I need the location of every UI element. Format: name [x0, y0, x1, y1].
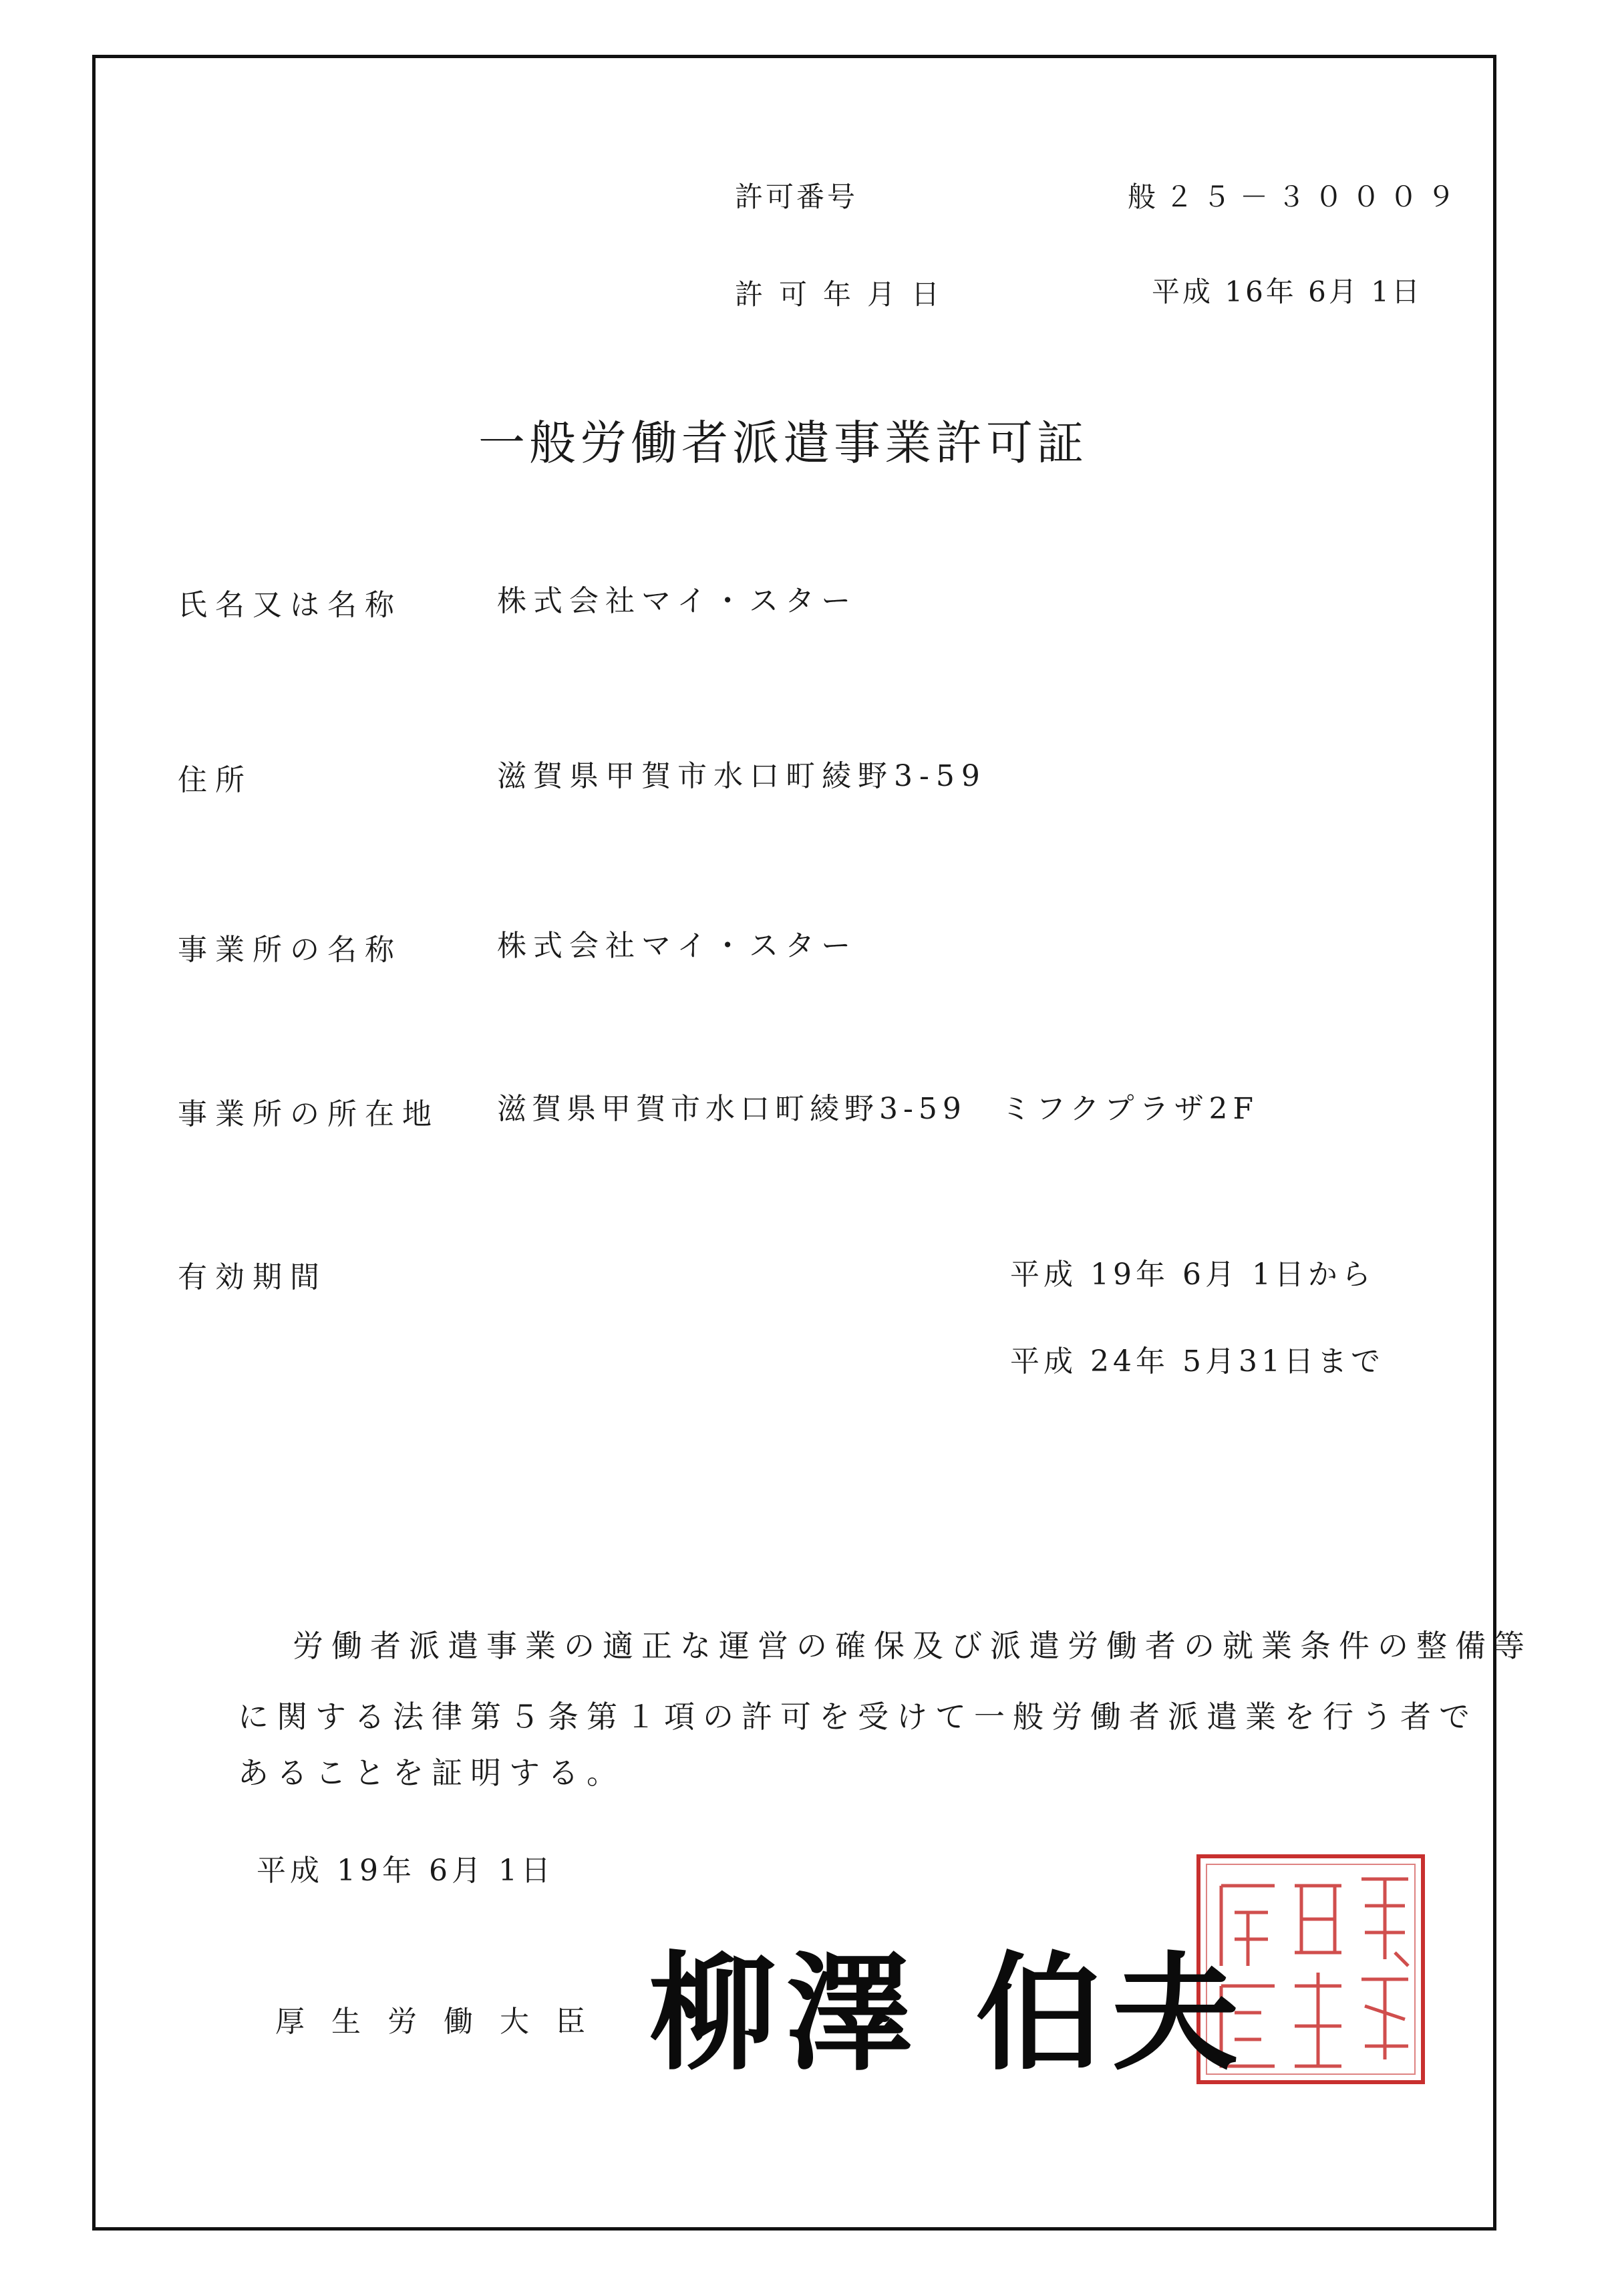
office-name-label: 事業所の名称 [178, 933, 402, 967]
document-title: 一般労働者派遣事業許可証 [478, 416, 1088, 470]
address-label: 住所 [178, 763, 253, 797]
name-label: 氏名又は名称 [178, 588, 402, 622]
permit-number: 般２５－３０００９ [1128, 180, 1465, 213]
office-name-value: 株式会社マイ・スター [497, 929, 858, 963]
issue-date: 平成 19年 6月 1日 [257, 1854, 554, 1888]
permit-number-label: 許可番号 [735, 180, 858, 213]
statement-line-3: あることを証明する。 [238, 1755, 625, 1791]
minister-signature: 柳澤 伯夫 [649, 1939, 1249, 2088]
permit-date-label: 許可年月日 [735, 278, 956, 311]
validity-label: 有効期間 [178, 1260, 327, 1294]
address-value: 滋賀県甲賀市水口町綾野3-59 [497, 759, 987, 793]
seal-glyph-strokes [1221, 1879, 1408, 2066]
minister-title: 厚生労働大臣 [275, 2005, 612, 2039]
validity-to: 平成 24年 5月31日まで [1010, 1344, 1384, 1379]
statement-line-1: 労働者派遣事業の適正な運営の確保及び派遣労働者の就業条件の整備等 [293, 1628, 1533, 1664]
office-location-value: 滋賀県甲賀市水口町綾野3-59 ミフクプラザ2F [497, 1092, 1259, 1126]
permit-date: 平成 16年 6月 1日 [1152, 275, 1422, 308]
statement-line-2: に関する法律第５条第１項の許可を受けて一般労働者派遣業を行う者で [238, 1699, 1478, 1735]
name-value: 株式会社マイ・スター [497, 584, 858, 618]
office-location-label: 事業所の所在地 [178, 1097, 440, 1131]
validity-from: 平成 19年 6月 1日から [1010, 1258, 1375, 1292]
